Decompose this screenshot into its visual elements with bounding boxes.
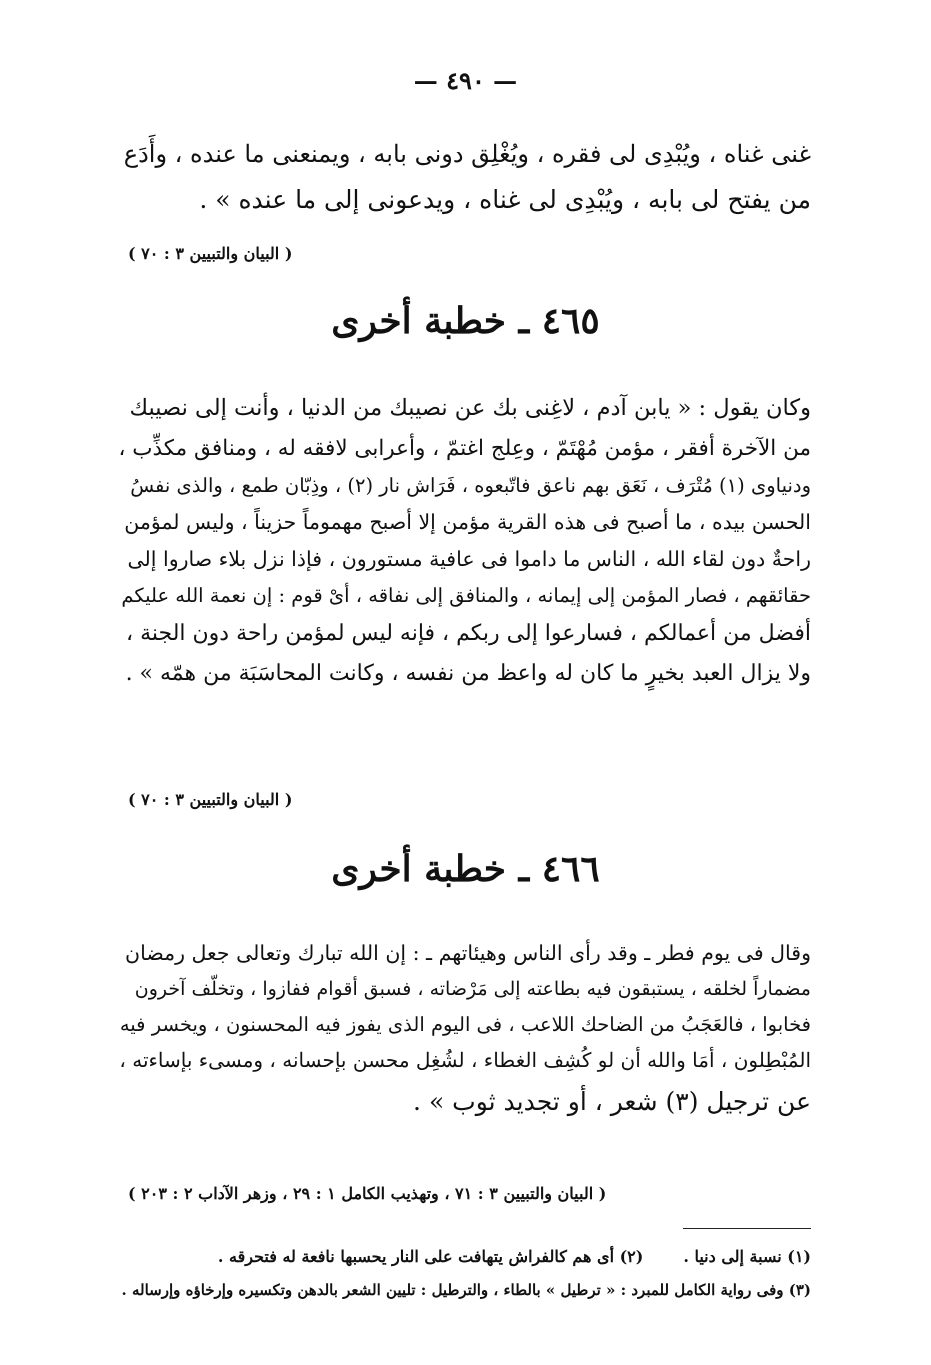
text-line: من يفتح لى بابه ، ويُبْدِى لى غناه ، ويدعونى إلى ما عنده » .	[199, 184, 811, 214]
paragraph-text	[118, 388, 811, 694]
paragraph-text	[118, 133, 811, 222]
footnote-1: (١) نسبة إلى دنيا .	[683, 1247, 811, 1266]
intro-paragraph	[118, 133, 811, 222]
footnotes	[118, 1244, 811, 1302]
text-line: حقائقهم ، فصار المؤمن إلى إيمانه ، والمنافق إلى نفاقه ، أىْ قوم : إن نعمة الله عليكم	[121, 584, 811, 608]
page-number: — ٤٩٠ —	[413, 66, 518, 95]
text-line: مضماراً لخلقه ، يستبقون فيه بطاعته إلى مَرْضاته ، فسبق أقوام ففازوا ، وتخلّف آخرون	[134, 978, 811, 1001]
source-citation: ( البيان والتبيين ٣ : ٧٠ )	[128, 244, 293, 263]
section-466-paragraph	[118, 935, 811, 1124]
text-line: عن ترجيل (٣) شعر ، أو تجديد ثوب » .	[413, 1086, 811, 1116]
text-line: وقال فى يوم فطر ـ وقد رأى الناس وهيئاتهم ـ : إن الله تبارك وتعالى جعل رمضان	[125, 941, 811, 965]
text-line: غنى غناه ، ويُبْدِى لى فقره ، ويُغْلِق دونى بابه ، ويمنعنى ما عنده ، وأَدَع	[123, 140, 811, 168]
text-line: وكان يقول : « يابن آدم ، لاغِنى بك عن نصيبك من الدنيا ، وأنت إلى نصيبك	[129, 395, 811, 421]
footnote-divider	[683, 1228, 811, 1229]
text-line: الحسن بيده ، ما أصبح فى هذه القرية مؤمن إلا أصبح مهموماً حزيناً ، وليس لمؤمن	[124, 509, 811, 534]
text-line: من الآخرة أفقر ، مؤمن مُهْتَمّ ، وعِلج اغتمّ ، وأعرابى لافقه له ، ومنافق مكذِّب ،	[118, 435, 811, 461]
text-line: ودنياوى (١) مُتْرَف ، نَعَق بهم ناعق فاتّبعوه ، فَرَاش نار (٢) ، وذِبّان طمع ، والذى نفسُ	[130, 474, 811, 498]
paragraph-text	[118, 935, 811, 1124]
section-heading: ٤٦٥ ـ خطبة أخرى	[331, 300, 600, 342]
footnote-2: (٢) أى هم كالفراش يتهافت على النار يحسبها نافعة له فتحرقه .	[217, 1247, 644, 1266]
text-line: فخابوا ، فالعَجَبُ من الضاحك اللاعب ، فى اليوم الذى يفوز فيه المحسنون ، ويخسر فيه	[119, 1012, 811, 1036]
text-line: أفضل من أعمالكم ، فسارعوا إلى ربكم ، فإنه ليس لمؤمن راحة دون الجنة ،	[125, 620, 811, 646]
text-line: المُبْطِلون ، أمَا والله أن لو كُشِف الغطاء ، لشُغِل محسن بإحسانه ، ومسىء بإساءته ،	[119, 1048, 811, 1073]
section-heading: ٤٦٦ ـ خطبة أخرى	[331, 848, 600, 890]
text-line: ولا يزال العبد بخيرٍ ما كان له واعظ من نفسه ، وكانت المحاسَبَة من همّه » .	[125, 660, 811, 686]
source-citation: ( البيان والتبيين ٣ : ٧٠ )	[128, 790, 293, 809]
text-line: راحةٌ دون لقاء الله ، الناس ما داموا فى عافية مستورون ، فإذا نزل بلاء صاروا إلى	[127, 546, 811, 571]
footnote-row	[118, 1244, 811, 1270]
source-citation: ( البيان والتبيين ٣ : ٧١ ، وتهذيب الكامل ١ : ٢٩ ، وزهر الآداب ٢ : ٢٠٣ )	[128, 1184, 607, 1203]
footnote-3: (٣) وفى رواية الكامل للمبرد : « ترطيل » بالطاء ، والترطيل : تليين الشعر بالدهن وتكسيره وإرخاؤه وإرساله .	[121, 1280, 811, 1299]
section-465-paragraph	[118, 388, 811, 694]
